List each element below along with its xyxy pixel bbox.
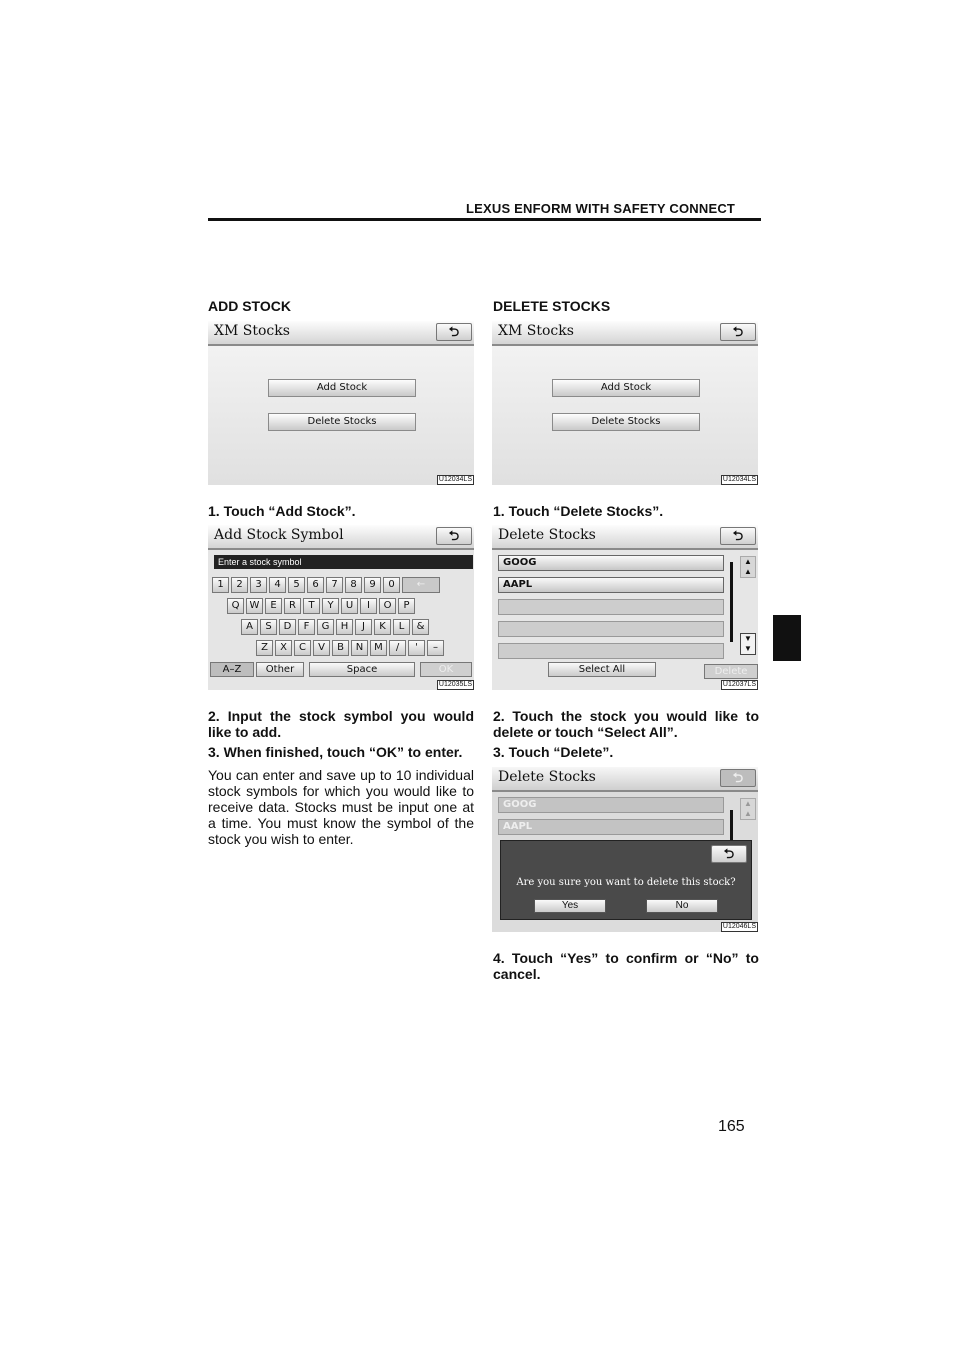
right-step-3: 3. Touch “Delete”. (493, 744, 614, 760)
key[interactable]: 1 (212, 577, 229, 593)
back-arrow-icon: ⮌ (732, 528, 744, 543)
list-item-goog: GOOG (498, 797, 724, 813)
key[interactable]: 0 (383, 577, 400, 593)
key[interactable]: 4 (269, 577, 286, 593)
key[interactable]: T (303, 598, 320, 614)
scroll-down-icon: ▼ ▼ (744, 634, 752, 653)
add-stock-button[interactable]: Add Stock (552, 379, 700, 397)
key[interactable]: A (241, 619, 258, 635)
xm-stocks-screen-right (492, 321, 758, 485)
key[interactable]: N (351, 640, 368, 656)
key[interactable]: F (298, 619, 315, 635)
back-arrow-icon: ⮌ (448, 324, 460, 339)
add-stock-symbol-screen (208, 525, 474, 690)
right-step-2: 2. Touch the stock you would like to delete or touch “Select All”. (493, 708, 759, 740)
a-z-button[interactable]: A–Z (210, 662, 254, 677)
key[interactable]: Z (256, 640, 273, 656)
key[interactable]: 3 (250, 577, 267, 593)
left-paragraph: You can enter and save up to 10 individual stock symbols for which you would like to receive data. Stocks must be input one at a time. You must know the symbol of the stock you wish to enter. (208, 767, 474, 847)
key[interactable]: 7 (326, 577, 343, 593)
page-number: 165 (718, 1118, 745, 1135)
section-tab-marker (773, 615, 801, 661)
list-item-empty[interactable] (498, 643, 724, 659)
image-code: U12037LS (722, 681, 756, 688)
key[interactable]: V (313, 640, 330, 656)
key-row-zxcv (256, 640, 446, 656)
scroll-up-icon: ▲ ▲ (744, 557, 752, 576)
back-button[interactable] (720, 323, 756, 341)
key[interactable]: H (336, 619, 353, 635)
list-item-empty[interactable] (498, 621, 724, 637)
no-button[interactable]: No (646, 899, 718, 913)
delete-stocks-heading: DELETE STOCKS (493, 298, 611, 314)
key[interactable]: R (284, 598, 301, 614)
right-step-1: 1. Touch “Delete Stocks”. (493, 503, 664, 519)
section-header: LEXUS ENFORM WITH SAFETY CONNECT (466, 201, 736, 216)
key[interactable]: L (393, 619, 410, 635)
key[interactable]: M (370, 640, 387, 656)
key[interactable]: O (379, 598, 396, 614)
key[interactable]: D (279, 619, 296, 635)
key[interactable]: 9 (364, 577, 381, 593)
confirm-question: Are you sure you want to delete this stock? (516, 877, 736, 888)
back-button[interactable] (720, 769, 756, 787)
key-row-qwerty (227, 598, 417, 614)
key[interactable]: – (427, 640, 444, 656)
add-stock-heading: ADD STOCK (208, 298, 291, 314)
back-arrow-icon: ⮌ (448, 528, 460, 543)
delete-button[interactable]: Delete (704, 664, 758, 679)
back-button[interactable] (436, 323, 472, 341)
list-item-aapl: AAPL (498, 819, 724, 835)
image-code: U12034LS (438, 476, 472, 483)
left-step-3: 3. When finished, touch “OK” to enter. (208, 744, 463, 760)
back-arrow-icon: ⮌ (723, 846, 735, 861)
add-stock-button[interactable]: Add Stock (268, 379, 416, 397)
screen-titlebar (208, 321, 474, 346)
header-rule (208, 218, 761, 221)
key[interactable]: K (374, 619, 391, 635)
back-arrow-icon: ⮌ (732, 770, 744, 785)
screen-title: Delete Stocks (498, 769, 596, 785)
right-step-4: 4. Touch “Yes” to confirm or “No” to cancel. (493, 950, 759, 982)
key[interactable]: 8 (345, 577, 362, 593)
key-row-asdf (241, 619, 431, 635)
space-button[interactable]: Space (309, 662, 415, 677)
image-code: U12046LS (722, 923, 756, 930)
key[interactable]: U (341, 598, 358, 614)
yes-button[interactable]: Yes (534, 899, 606, 913)
ok-button[interactable]: OK (420, 662, 472, 677)
key[interactable]: G (317, 619, 334, 635)
delete-stocks-screen (492, 525, 758, 690)
key[interactable]: 6 (307, 577, 324, 593)
image-code: U12034LS (722, 476, 756, 483)
key[interactable]: W (246, 598, 263, 614)
key[interactable]: 5 (288, 577, 305, 593)
scrollbar (730, 810, 733, 840)
key[interactable]: ' (408, 640, 425, 656)
key[interactable]: C (294, 640, 311, 656)
list-item-empty[interactable] (498, 599, 724, 615)
scroll-up-icon: ▲ ▲ (740, 798, 756, 820)
confirm-dialog (500, 840, 752, 920)
key[interactable]: & (412, 619, 429, 635)
key[interactable]: J (355, 619, 372, 635)
list-item-aapl[interactable]: AAPL (498, 577, 724, 593)
key[interactable]: S (260, 619, 277, 635)
list-item-goog[interactable]: GOOG (498, 555, 724, 571)
key[interactable]: I (360, 598, 377, 614)
left-step-2: 2. Input the stock symbol you would like to add. (208, 708, 474, 740)
key[interactable]: / (389, 640, 406, 656)
scroll-down-button[interactable] (740, 633, 756, 655)
xm-stocks-screen-left (208, 321, 474, 485)
back-button[interactable] (436, 527, 472, 545)
left-step-1: 1. Touch “Add Stock”. (208, 503, 356, 519)
backspace-key[interactable]: ← (402, 577, 440, 593)
select-all-button[interactable]: Select All (548, 662, 656, 677)
key[interactable]: Q (227, 598, 244, 614)
key[interactable]: E (265, 598, 282, 614)
key[interactable]: B (332, 640, 349, 656)
scrollbar[interactable] (730, 562, 733, 642)
other-button[interactable]: Other (256, 662, 304, 677)
key[interactable]: Y (322, 598, 339, 614)
screen-title: Delete Stocks (498, 527, 596, 543)
delete-stocks-button[interactable]: Delete Stocks (552, 413, 700, 431)
stock-symbol-input[interactable]: Enter a stock symbol (214, 555, 473, 569)
delete-stocks-button[interactable]: Delete Stocks (268, 413, 416, 431)
back-arrow-icon: ⮌ (732, 324, 744, 339)
key[interactable]: 2 (231, 577, 248, 593)
screen-title: XM Stocks (214, 323, 290, 339)
scroll-up-button[interactable] (740, 556, 756, 578)
back-button[interactable] (720, 527, 756, 545)
dialog-back-button[interactable] (711, 845, 747, 863)
key-row-numbers (212, 577, 442, 593)
key[interactable]: P (398, 598, 415, 614)
delete-confirm-screen (492, 767, 758, 932)
image-code: U12035LS (438, 681, 472, 688)
key[interactable]: X (275, 640, 292, 656)
screen-title: XM Stocks (498, 323, 574, 339)
screen-title: Add Stock Symbol (214, 527, 344, 543)
